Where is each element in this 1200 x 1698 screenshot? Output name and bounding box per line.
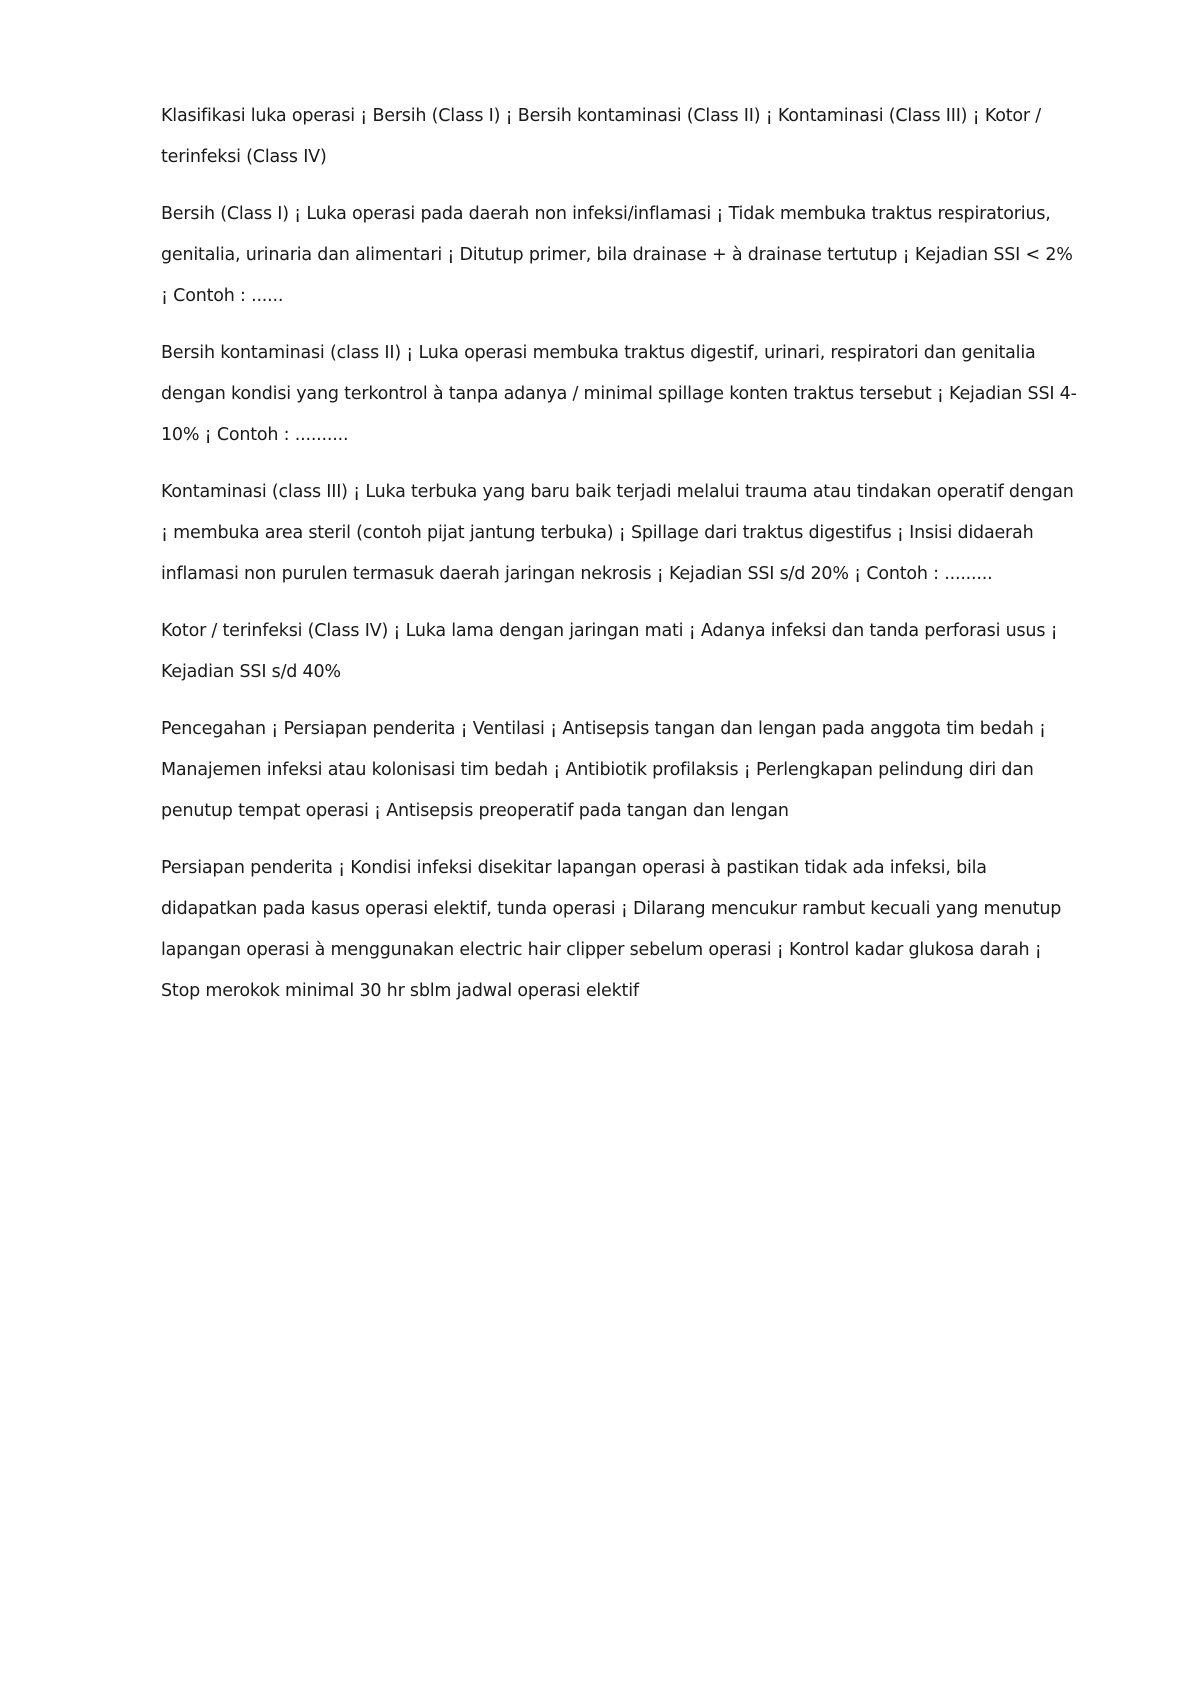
paragraph-bersih-kontaminasi: Bersih kontaminasi (class II) ¡ Luka operasi membuka traktus digestif, urinari, respiratori dan genitalia dengan kondisi yang terkontrol à tanpa adanya / minimal spillage konten traktus tersebut ¡ Kejadian SSI 4-10% ¡ Contoh : .......... <box>161 343 1077 445</box>
paragraph-pencegahan: Pencegahan ¡ Persiapan penderita ¡ Ventilasi ¡ Antisepsis tangan dan lengan pada anggota tim bedah ¡ Manajemen infeksi atau kolonisasi tim bedah ¡ Antibiotik profilaksis ¡ Perlengkapan pelindung diri dan penutup tempat operasi ¡ Antisepsis preoperatif pada tangan dan lengan <box>161 719 1046 821</box>
paragraph-klasifikasi: Klasifikasi luka operasi ¡ Bersih (Class I) ¡ Bersih kontaminasi (Class II) ¡ Kontaminasi (Class III) ¡ Kotor / terinfeksi (Class IV) <box>161 106 1041 167</box>
document-body <box>161 96 1081 1028</box>
paragraph-kotor-terinfeksi: Kotor / terinfeksi (Class IV) ¡ Luka lama dengan jaringan mati ¡ Adanya infeksi dan tanda perforasi usus ¡ Kejadian SSI s/d 40% <box>161 621 1058 682</box>
paragraph-persiapan-penderita: Persiapan penderita ¡ Kondisi infeksi disekitar lapangan operasi à pastikan tidak ada infeksi, bila didapatkan pada kasus operasi elektif, tunda operasi ¡ Dilarang mencukur rambut kecuali yang menutup lapangan operasi à menggunakan electric hair clipper sebelum operasi ¡ Kontrol kadar glukosa darah ¡ Stop merokok minimal 30 hr sblm jadwal operasi elektif <box>161 858 1062 1001</box>
paragraph-kontaminasi-class-iii: Kontaminasi (class III) ¡ Luka terbuka yang baru baik terjadi melalui trauma atau tindakan operatif dengan ¡ membuka area steril (contoh pijat jantung terbuka) ¡ Spillage dari traktus digestifus ¡ Insisi didaerah inflamasi non purulen termasuk daerah jaringan nekrosis ¡ Kejadian SSI s/d 20% ¡ Contoh : ......... <box>161 482 1074 584</box>
paragraph-bersih-class-i: Bersih (Class I) ¡ Luka operasi pada daerah non infeksi/inflamasi ¡ Tidak membuka traktus respiratorius, genitalia, urinaria dan alimentari ¡ Ditutup primer, bila drainase + à drainase tertutup ¡ Kejadian SSI < 2% ¡ Contoh : ...... <box>161 204 1073 306</box>
